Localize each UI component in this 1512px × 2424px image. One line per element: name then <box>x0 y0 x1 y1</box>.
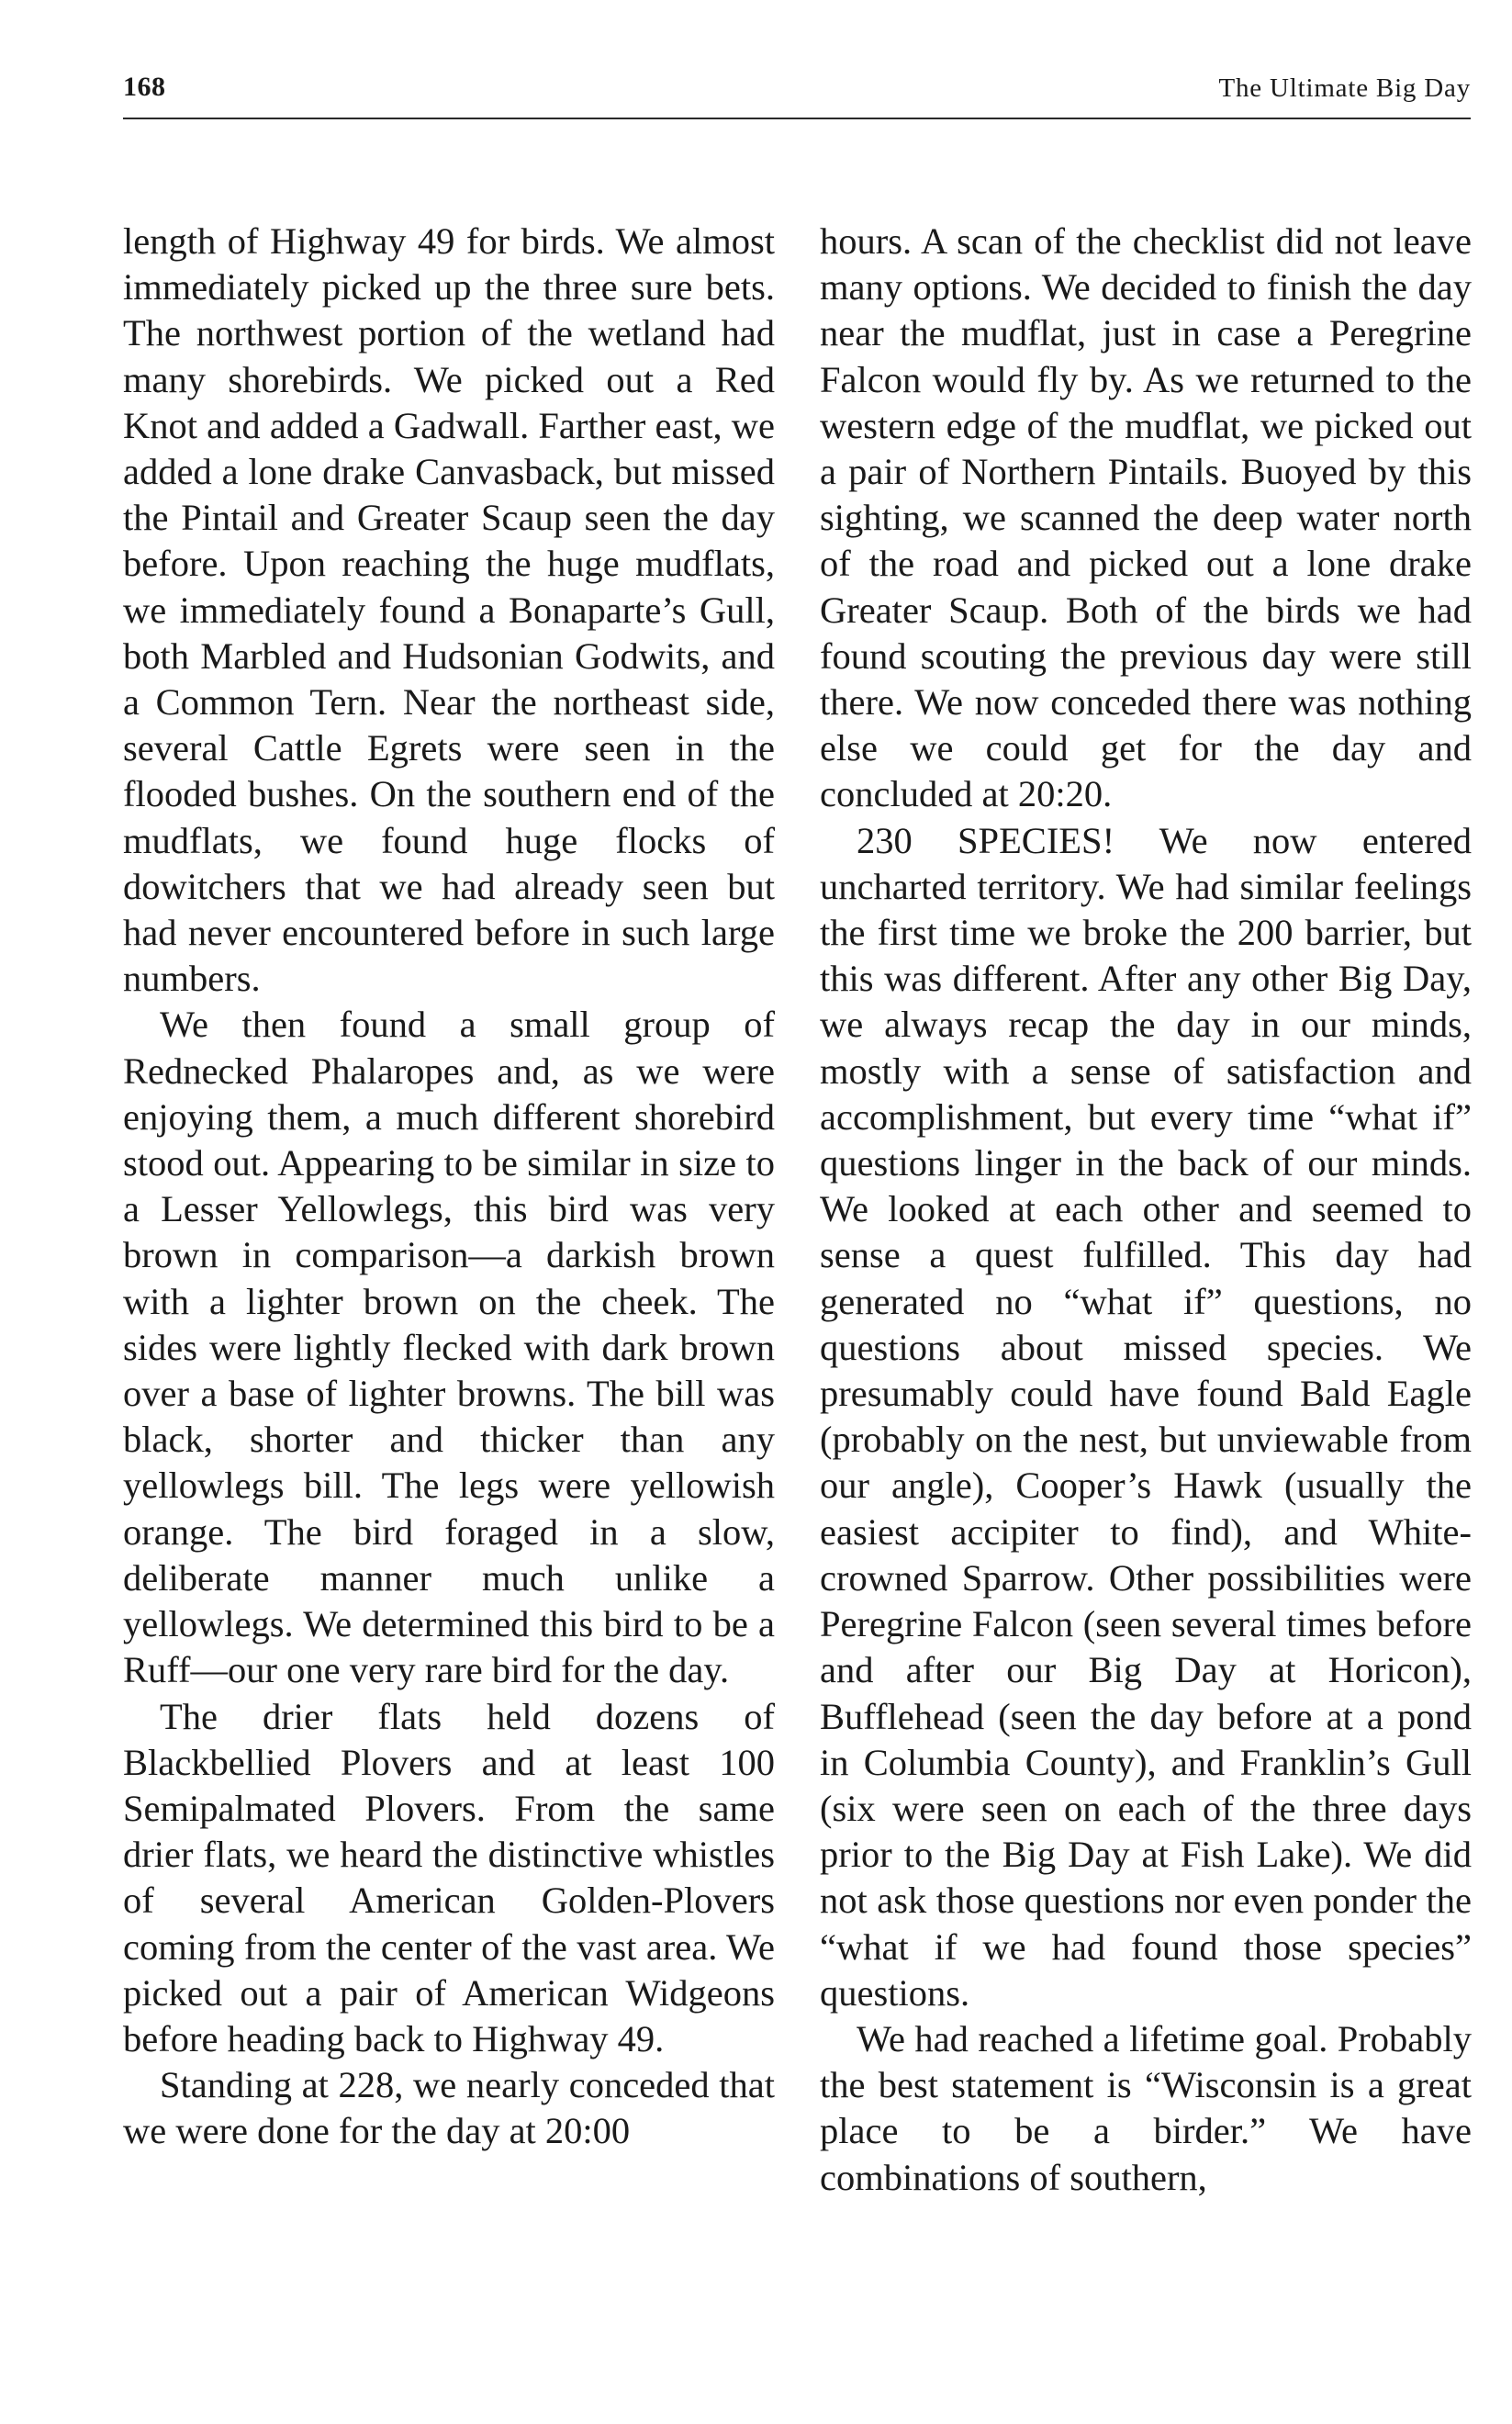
page-header <box>123 72 1471 119</box>
paragraph: We then found a small group of Rednecked Phalaropes and, as we were enjoying them, a much different shorebird stood out. Appearing to be similar in size to a Lesser Yellowlegs, this bird was very brown in comparison—a darkish brown with a lighter brown on the cheek. The sides were lightly flecked with dark brown over a base of lighter browns. The bill was black, shorter and thicker than any yellowlegs bill. The legs were yellowish orange. The bird foraged in a slow, deliberate manner much unlike a yellowlegs. We determined this bird to be a Ruff—our one very rare bird for the day. <box>123 1004 775 1691</box>
left-column <box>123 219 775 2155</box>
paragraph: Standing at 228, we nearly conceded that we were done for the day at 20:00 <box>123 2064 775 2152</box>
running-title: The Ultimate Big Day <box>1218 73 1471 103</box>
page-number: 168 <box>123 72 166 102</box>
paragraph: length of Highway 49 for birds. We almost immediately picked up the three sure bets. The northwest portion of the wetland had many shorebirds. We picked out a Red Knot and added a Gadwall. Farther east, we added a lone drake Canvasback, but missed the Pintail and Greater Scaup seen the day before. Upon reaching the huge mudflats, we immediately found a Bonaparte’s Gull, both Marbled and Hudsonian Godwits, and a Common Tern. Near the northeast side, several Cattle Egrets were seen in the flooded bushes. On the southern end of the mudflats, we found huge flocks of dowitchers that we had already seen but had never encountered before in such large numbers. <box>123 220 775 1000</box>
paragraph: The drier flats held dozens of Blackbellied Plovers and at least 100 Semipalmated Plovers. From the same drier flats, we heard the distinctive whistles of several American Golden-Plovers coming from the center of the vast area. We picked out a pair of American Widgeons before heading back to Highway 49. <box>123 1695 775 2059</box>
paragraph: We had reached a lifetime goal. Probably the best statement is “Wisconsin is a great place to be a birder.” We have combinations of southern, <box>820 2017 1472 2198</box>
paragraph: hours. A scan of the checklist did not leave many options. We decided to finish the day near the mudflat, just in case a Peregrine Falcon would fly by. As we returned to the western edge of the mudflat, we picked out a pair of Northern Pintails. Buoyed by this sighting, we scanned the deep water north of the road and picked out a lone drake Greater Scaup. Both of the birds we had found scouting the previous day were still there. We now conceded there was nothing else we could get for the day and concluded at 20:20. <box>820 220 1472 815</box>
paragraph: 230 SPECIES! We now entered uncharted territory. We had similar feelings the first time we broke the 200 barrier, but this was different. After any other Big Day, we always recap the day in our minds, mostly with a sense of satisfaction and accomplishment, but every time “what if” questions linger in the back of our minds. We looked at each other and seemed to sense a quest fulfilled. This day had generated no “what if” questions, no questions about missed species. We presumably could have found Bald Eagle (probably on the nest, but unviewable from our angle), Cooper’s Hawk (usually the easiest accipiter to find), and White-crowned Sparrow. Other possibilities were Peregrine Falcon (seen several times before and after our Big Day at Horicon), Bufflehead (seen the day before at a pond in Columbia County), and Franklin’s Gull (six were seen on each of the three days prior to the Big Day at Fish Lake). We did not ask those questions nor even ponder the “what if we had found those species” questions. <box>820 819 1472 2014</box>
right-column <box>820 219 1472 2201</box>
